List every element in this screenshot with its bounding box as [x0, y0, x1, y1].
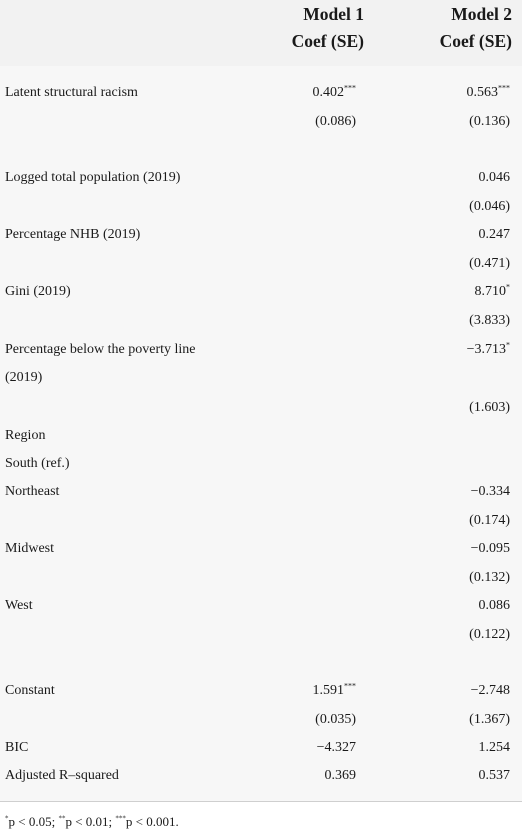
model-1-subtitle: Coef (SE) — [291, 31, 364, 51]
model-2-title: Model 2 — [451, 4, 512, 24]
significance-footnote: *p < 0.05; **p < 0.01; ***p < 0.001. — [5, 814, 179, 829]
row-label-poverty: Percentage below the poverty line — [5, 342, 196, 357]
cell-nhb-model-2: 0.247 — [478, 227, 510, 242]
row-label-region: Region — [5, 428, 46, 443]
row-label-bic: BIC — [5, 740, 29, 755]
footer-divider — [0, 801, 522, 802]
row-label-adjusted-r-squared: Adjusted R–squared — [5, 768, 119, 783]
row-label-logged-population: Logged total population (2019) — [5, 170, 181, 185]
row-label-south: South (ref.) — [5, 456, 70, 471]
model-2-subtitle: Coef (SE) — [439, 31, 512, 51]
column-header-model-1 — [292, 1, 364, 55]
cell-logpop-model-2: 0.046 — [478, 170, 510, 185]
cell-adjr2-model-1: 0.369 — [324, 768, 356, 783]
cell-nhb-se-model-2: (0.471) — [469, 256, 510, 271]
cell-poverty-model-2: −3.713* — [466, 340, 510, 357]
cell-midwest-se-model-2: (0.132) — [469, 570, 510, 585]
cell-latent-se-model-1: (0.086) — [315, 114, 356, 129]
cell-midwest-model-2: −0.095 — [470, 541, 510, 556]
row-label-northeast: Northeast — [5, 484, 60, 499]
cell-west-se-model-2: (0.122) — [469, 627, 510, 642]
row-label-midwest: Midwest — [5, 541, 54, 556]
cell-adjr2-model-2: 0.537 — [478, 768, 510, 783]
cell-poverty-se-model-2: (1.603) — [469, 400, 510, 415]
row-label-percentage-nhb: Percentage NHB (2019) — [5, 227, 141, 242]
cell-west-model-2: 0.086 — [478, 598, 510, 613]
cell-bic-model-1: −4.327 — [316, 740, 356, 755]
cell-latent-model-2: 0.563*** — [466, 83, 510, 100]
table-header — [0, 0, 522, 66]
cell-constant-se-model-2: (1.367) — [469, 712, 510, 727]
column-header-model-2 — [440, 1, 512, 55]
cell-northeast-se-model-2: (0.174) — [469, 513, 510, 528]
model-1-title: Model 1 — [303, 4, 364, 24]
cell-constant-model-1: 1.591*** — [312, 681, 356, 698]
cell-logpop-se-model-2: (0.046) — [469, 199, 510, 214]
row-label-latent-structural-racism: Latent structural racism — [5, 85, 138, 100]
cell-gini-model-2: 8.710* — [474, 282, 510, 299]
cell-northeast-model-2: −0.334 — [470, 484, 510, 499]
cell-bic-model-2: 1.254 — [478, 740, 510, 755]
row-label-west: West — [5, 598, 33, 613]
row-label-gini: Gini (2019) — [5, 284, 71, 299]
cell-latent-se-model-2: (0.136) — [469, 114, 510, 129]
cell-gini-se-model-2: (3.833) — [469, 313, 510, 328]
cell-constant-model-2: −2.748 — [470, 683, 510, 698]
cell-latent-model-1: 0.402*** — [312, 83, 356, 100]
row-label-poverty-year: (2019) — [5, 370, 43, 385]
row-label-constant: Constant — [5, 683, 55, 698]
cell-constant-se-model-1: (0.035) — [315, 712, 356, 727]
